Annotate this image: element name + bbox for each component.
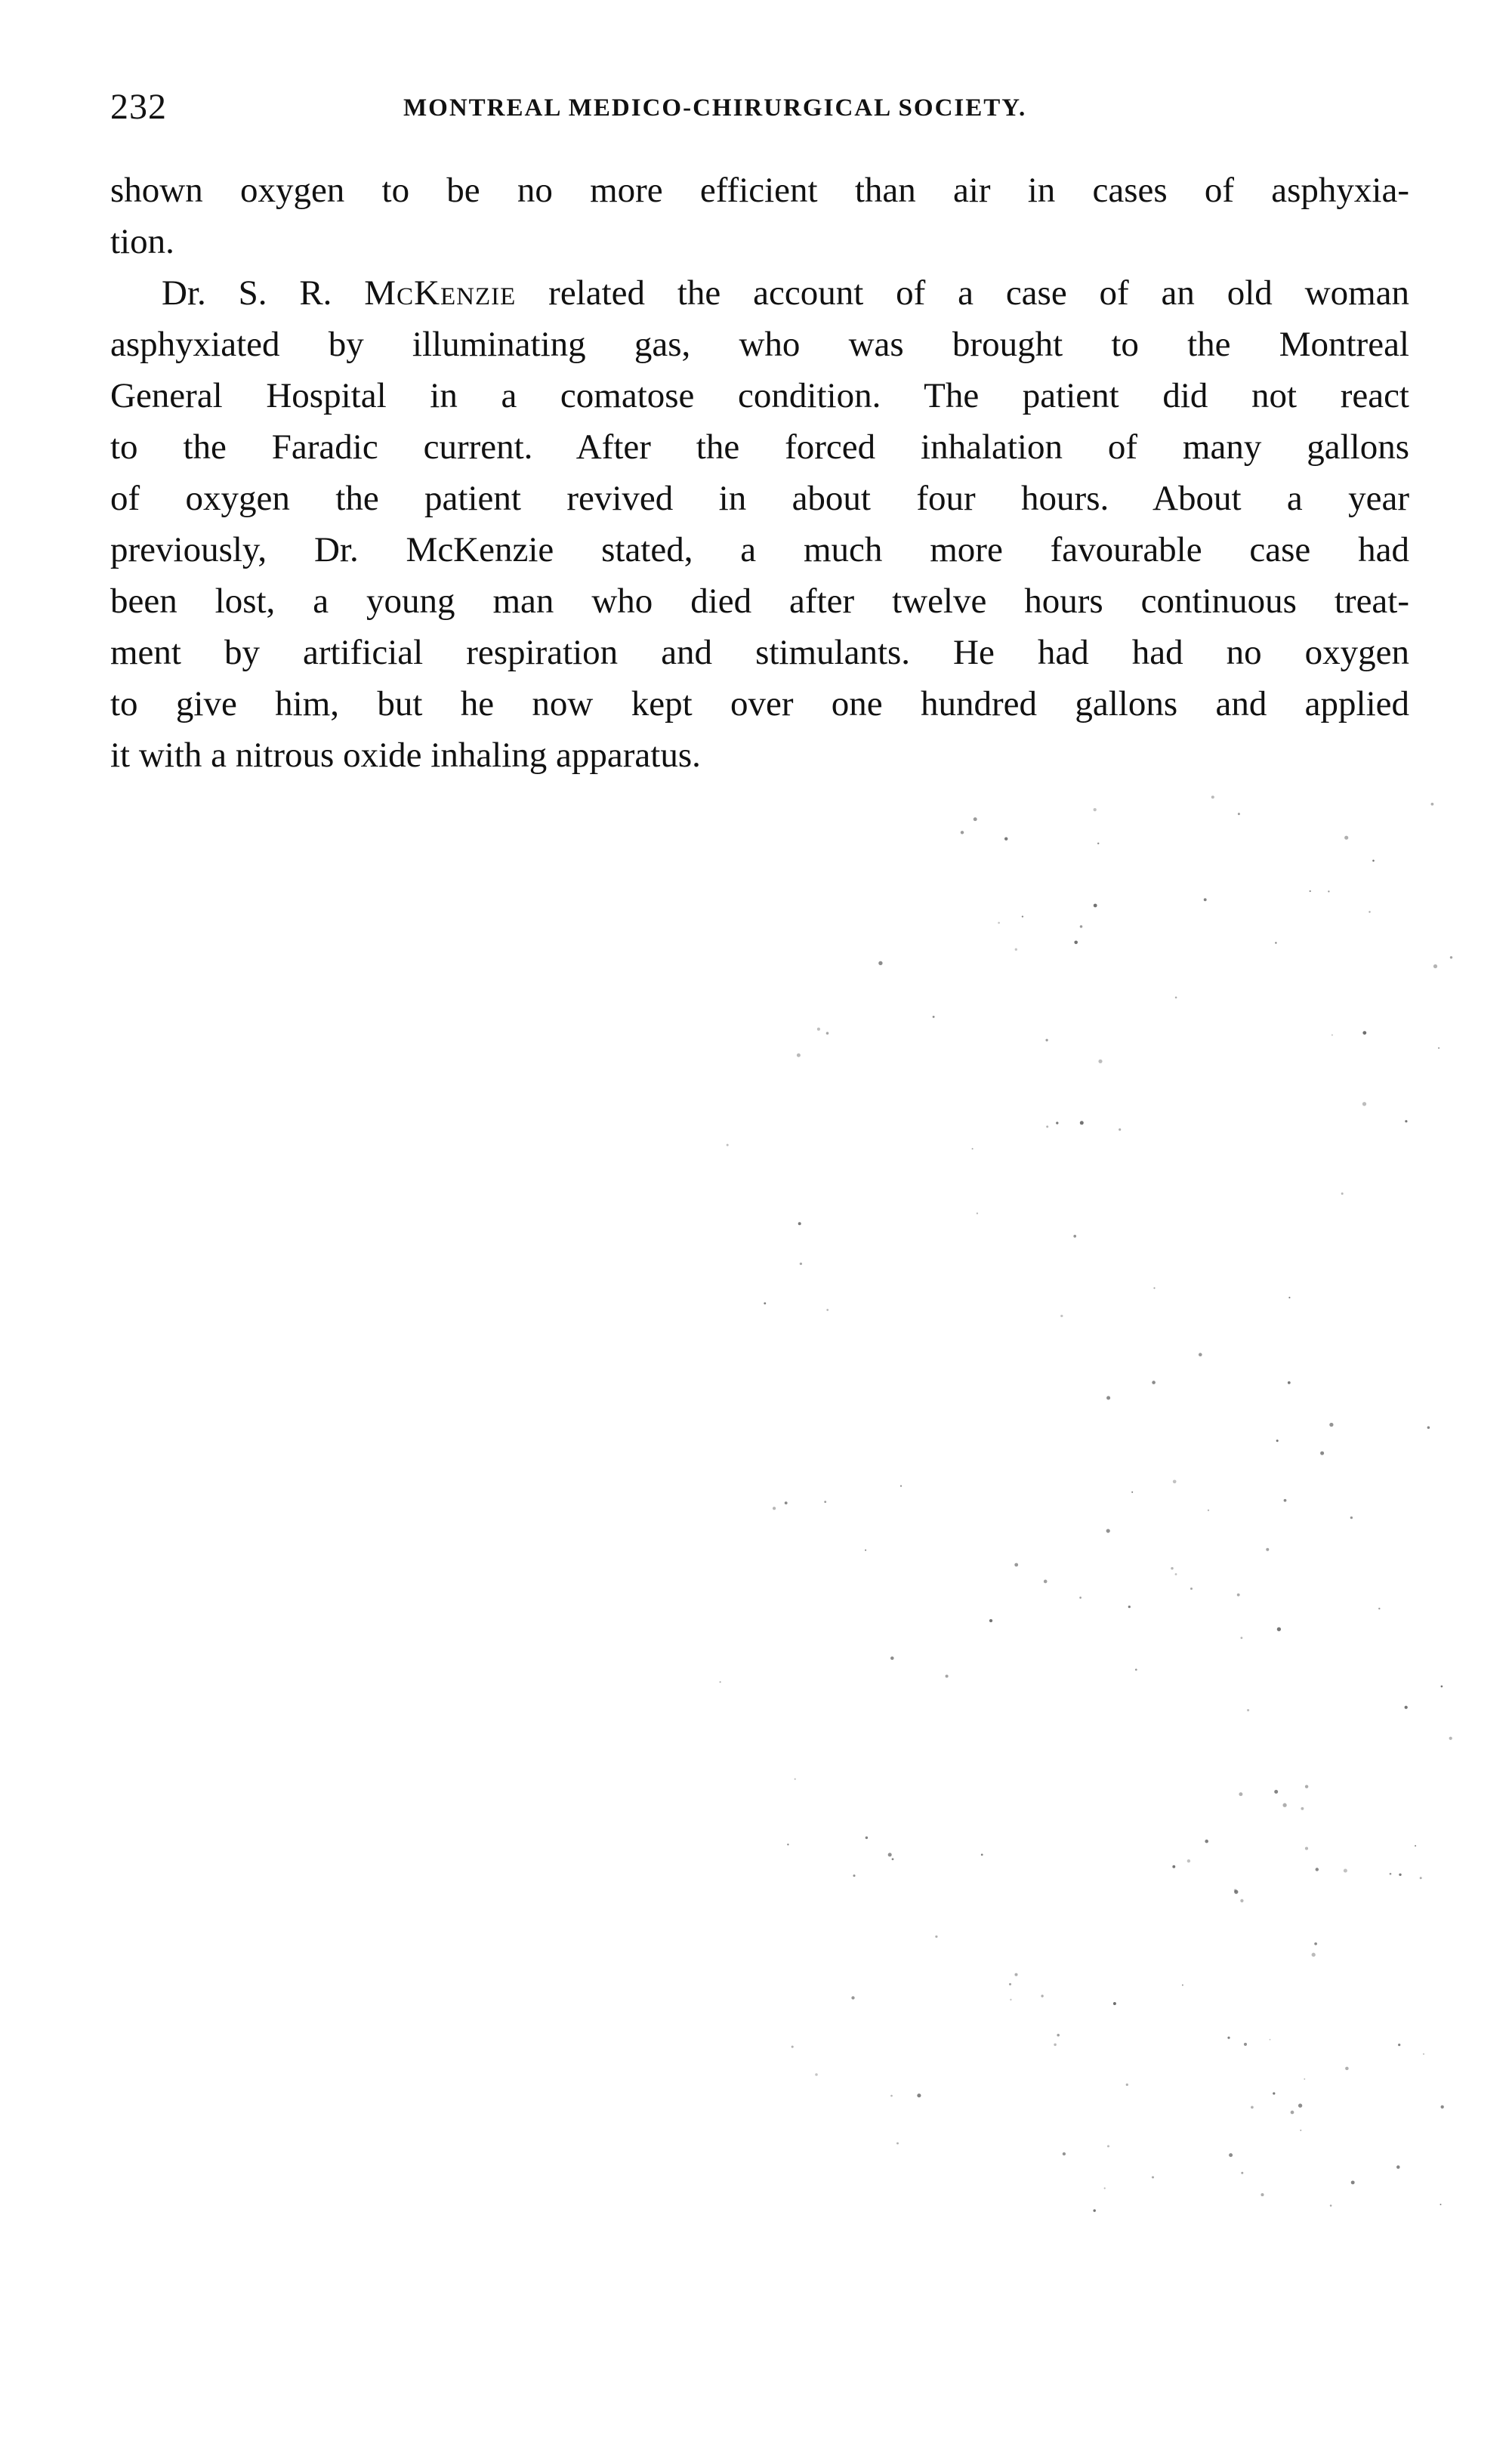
speckle bbox=[1063, 2152, 1066, 2155]
speckle bbox=[900, 1485, 902, 1486]
speckle bbox=[1054, 2044, 1056, 2046]
speckle bbox=[1135, 1669, 1137, 1671]
speckle bbox=[1004, 837, 1007, 840]
speckle bbox=[1247, 1709, 1249, 1711]
speaker-name: McKenzie bbox=[364, 273, 517, 313]
speckle bbox=[1204, 898, 1207, 901]
speckle bbox=[1314, 1942, 1317, 1945]
speckle bbox=[1106, 1529, 1110, 1533]
speckle bbox=[1152, 1381, 1156, 1384]
speckle bbox=[1330, 2204, 1332, 2207]
body-text bbox=[110, 165, 1409, 781]
speckle bbox=[785, 1501, 788, 1504]
speckle bbox=[1261, 2193, 1264, 2196]
speckle bbox=[851, 1996, 854, 1999]
speckle bbox=[1405, 1706, 1408, 1709]
speckle bbox=[1329, 1423, 1333, 1427]
speckle bbox=[1093, 2209, 1095, 2211]
speckle bbox=[1126, 2084, 1128, 2086]
speckle bbox=[1199, 1353, 1202, 1356]
speckle bbox=[1044, 1580, 1048, 1584]
speckle bbox=[1057, 2034, 1060, 2037]
speckle bbox=[795, 1779, 796, 1780]
speckle bbox=[773, 1507, 776, 1510]
speckle bbox=[1305, 1847, 1308, 1850]
text-line: to the Faradic current. After the forced inhalation of many gallons bbox=[110, 427, 1409, 467]
speckle bbox=[1234, 1890, 1238, 1893]
speckle bbox=[1450, 956, 1452, 958]
speckle bbox=[1328, 890, 1329, 892]
speckle bbox=[1345, 2067, 1349, 2071]
speckle bbox=[1449, 1737, 1452, 1740]
speckle bbox=[1239, 1792, 1242, 1796]
speckle bbox=[1288, 1297, 1290, 1298]
speckle bbox=[798, 1222, 801, 1225]
lead-rest: related the account of a case of an old woman bbox=[516, 273, 1409, 313]
speckle bbox=[1094, 808, 1097, 811]
speckle bbox=[1251, 2106, 1254, 2109]
speckle bbox=[1244, 2043, 1247, 2046]
speckle bbox=[1344, 1868, 1347, 1872]
speckle bbox=[1372, 859, 1375, 862]
speckle bbox=[1312, 1953, 1316, 1957]
speckle bbox=[1331, 1034, 1333, 1035]
speckle bbox=[720, 1681, 721, 1683]
speckle bbox=[1097, 843, 1099, 844]
speckle bbox=[1113, 2002, 1116, 2005]
speckle bbox=[981, 1854, 983, 1856]
speckle bbox=[1420, 1877, 1422, 1879]
speckle bbox=[888, 1853, 892, 1856]
text-line: it with a nitrous oxide inhaling apparatus. bbox=[110, 736, 701, 775]
speckle bbox=[1234, 1889, 1237, 1892]
speckle bbox=[1237, 1594, 1240, 1597]
speckle bbox=[1351, 2180, 1355, 2184]
text-line: been lost, a young man who died after twelve hours continuous treat- bbox=[110, 582, 1409, 621]
speckle bbox=[1104, 2187, 1106, 2189]
speckle bbox=[1415, 1845, 1416, 1846]
speckle bbox=[1211, 795, 1214, 798]
speckle bbox=[1310, 890, 1311, 892]
speckle bbox=[1288, 1381, 1291, 1384]
speckle bbox=[1405, 1120, 1407, 1122]
speckle bbox=[998, 922, 1000, 924]
speckle bbox=[1080, 1121, 1084, 1125]
speckle bbox=[826, 1309, 829, 1311]
speckle bbox=[1433, 964, 1437, 968]
speckle bbox=[935, 1936, 937, 1938]
speckle bbox=[1240, 1899, 1243, 1902]
speckle bbox=[878, 961, 882, 965]
text-line: previously, Dr. McKenzie stated, a much more favourable case had bbox=[110, 530, 1409, 569]
text-line: General Hospital in a comatose condition. The patient did not react bbox=[110, 376, 1409, 415]
speckle bbox=[1316, 1868, 1319, 1871]
speckle bbox=[1107, 2145, 1109, 2147]
speckle bbox=[1305, 1785, 1308, 1788]
speckle bbox=[1341, 1192, 1344, 1195]
speckle bbox=[1282, 1803, 1286, 1807]
speckle bbox=[1015, 949, 1017, 951]
speckle bbox=[1441, 2106, 1444, 2109]
speckle bbox=[1300, 2130, 1301, 2131]
speckle bbox=[1291, 2111, 1294, 2115]
speckle bbox=[1440, 2204, 1442, 2205]
speckle bbox=[800, 1263, 802, 1265]
speckle bbox=[1073, 1235, 1076, 1238]
speckle bbox=[1060, 1315, 1063, 1317]
speckle bbox=[946, 1674, 949, 1677]
speckle bbox=[1171, 1567, 1173, 1569]
speckle bbox=[1276, 1439, 1279, 1442]
text-line: ment by artificial respiration and stimulants. He had had no oxygen bbox=[110, 633, 1409, 672]
speckle bbox=[1273, 2092, 1275, 2094]
speckle bbox=[1190, 1587, 1193, 1590]
speckle bbox=[1119, 1128, 1121, 1131]
speckle bbox=[972, 1148, 974, 1149]
speckle bbox=[1344, 836, 1348, 840]
paragraph-lead-line bbox=[110, 267, 1409, 319]
speckle bbox=[1014, 1563, 1018, 1567]
speckle bbox=[1270, 2039, 1271, 2041]
speckle bbox=[1022, 915, 1023, 917]
speckle bbox=[1010, 1999, 1011, 2001]
speckle bbox=[989, 1619, 992, 1622]
speckle bbox=[1182, 1985, 1183, 1986]
speckle bbox=[817, 1028, 820, 1031]
speckle bbox=[1172, 1865, 1175, 1868]
lead-prefix: Dr. S. R. bbox=[162, 273, 365, 313]
text-line: tion. bbox=[110, 222, 174, 261]
speckle bbox=[1098, 1060, 1102, 1063]
speckle bbox=[1362, 1031, 1366, 1035]
speckle bbox=[824, 1501, 826, 1503]
running-title: MONTREAL MEDICO-CHIRURGICAL SOCIETY. bbox=[403, 94, 1027, 122]
page-number: 232 bbox=[110, 87, 167, 127]
speckle bbox=[865, 1550, 866, 1551]
speckle bbox=[1041, 1995, 1043, 1997]
speckle bbox=[1046, 1125, 1048, 1128]
speckle bbox=[1153, 1288, 1155, 1289]
speckle bbox=[961, 831, 964, 834]
speckle bbox=[797, 1054, 801, 1057]
speckle bbox=[917, 2093, 921, 2097]
speckle bbox=[866, 1837, 868, 1839]
speckle bbox=[1056, 1121, 1058, 1124]
speckle bbox=[1423, 2053, 1424, 2055]
speckle bbox=[791, 2046, 794, 2048]
speckle bbox=[892, 1858, 894, 1860]
speckle bbox=[1009, 1983, 1011, 1985]
speckle bbox=[1350, 1516, 1353, 1519]
text-line: shown oxygen to be no more efficient than air in cases of asphyxia- bbox=[110, 171, 1409, 210]
speckle bbox=[764, 1302, 766, 1304]
speckle bbox=[1079, 1597, 1082, 1599]
speckle bbox=[1441, 1686, 1443, 1688]
speckle bbox=[1378, 1608, 1380, 1609]
speckle bbox=[1266, 1548, 1269, 1551]
speckle bbox=[853, 1874, 855, 1877]
text-line: to give him, but he now kept over one hundred gallons and applied bbox=[110, 684, 1409, 723]
text-line: of oxygen the patient revived in about four hours. About a year bbox=[110, 479, 1409, 518]
text-line: asphyxiated by illuminating gas, who was brought to the Montreal bbox=[110, 325, 1409, 364]
running-head bbox=[110, 85, 1409, 130]
speckle bbox=[1094, 904, 1097, 908]
speckle bbox=[1187, 1859, 1190, 1862]
speckle bbox=[1208, 1510, 1209, 1511]
speckle bbox=[1277, 1627, 1281, 1631]
speckle bbox=[1241, 2172, 1243, 2174]
speckle bbox=[727, 1144, 729, 1146]
speckle bbox=[1080, 925, 1083, 928]
speckle bbox=[1275, 942, 1276, 943]
speckle bbox=[1175, 997, 1177, 999]
speckle bbox=[1131, 1492, 1133, 1493]
speckle bbox=[1074, 941, 1078, 945]
speckle bbox=[1241, 1637, 1243, 1639]
speckle bbox=[1431, 803, 1434, 806]
speckle bbox=[1301, 1807, 1304, 1810]
speckle bbox=[1238, 813, 1240, 815]
speckle bbox=[1304, 2078, 1305, 2080]
speckle bbox=[1398, 2044, 1400, 2046]
speckle bbox=[977, 1212, 978, 1214]
speckle bbox=[1399, 1874, 1401, 1876]
speckle bbox=[787, 1843, 788, 1845]
speckle bbox=[1438, 1047, 1439, 1049]
speckle bbox=[890, 2095, 893, 2097]
speckle bbox=[1274, 1790, 1278, 1794]
speckle bbox=[1128, 1606, 1131, 1608]
speckle bbox=[1396, 2165, 1399, 2168]
speckle bbox=[1284, 1499, 1287, 1502]
speckle bbox=[1106, 1396, 1110, 1399]
speckle bbox=[933, 1016, 935, 1018]
speckle bbox=[890, 1656, 894, 1660]
speckle bbox=[826, 1032, 829, 1035]
speckle bbox=[1173, 1479, 1177, 1483]
speckle bbox=[1320, 1452, 1324, 1455]
speckle bbox=[1427, 1426, 1430, 1429]
speckle bbox=[896, 2143, 899, 2145]
speckle bbox=[974, 817, 977, 821]
speckle bbox=[1045, 1039, 1048, 1041]
speckle bbox=[1227, 2037, 1230, 2039]
speckle bbox=[1014, 1973, 1017, 1976]
speckle bbox=[1229, 2153, 1233, 2157]
speckle bbox=[1205, 1840, 1208, 1843]
speckle bbox=[1390, 1873, 1392, 1875]
speckle bbox=[1175, 1573, 1177, 1575]
speckle bbox=[1152, 2176, 1154, 2178]
speckle bbox=[1362, 1102, 1366, 1106]
speckle bbox=[1298, 2103, 1302, 2107]
speckle bbox=[815, 2073, 818, 2076]
speckle bbox=[1369, 911, 1370, 912]
